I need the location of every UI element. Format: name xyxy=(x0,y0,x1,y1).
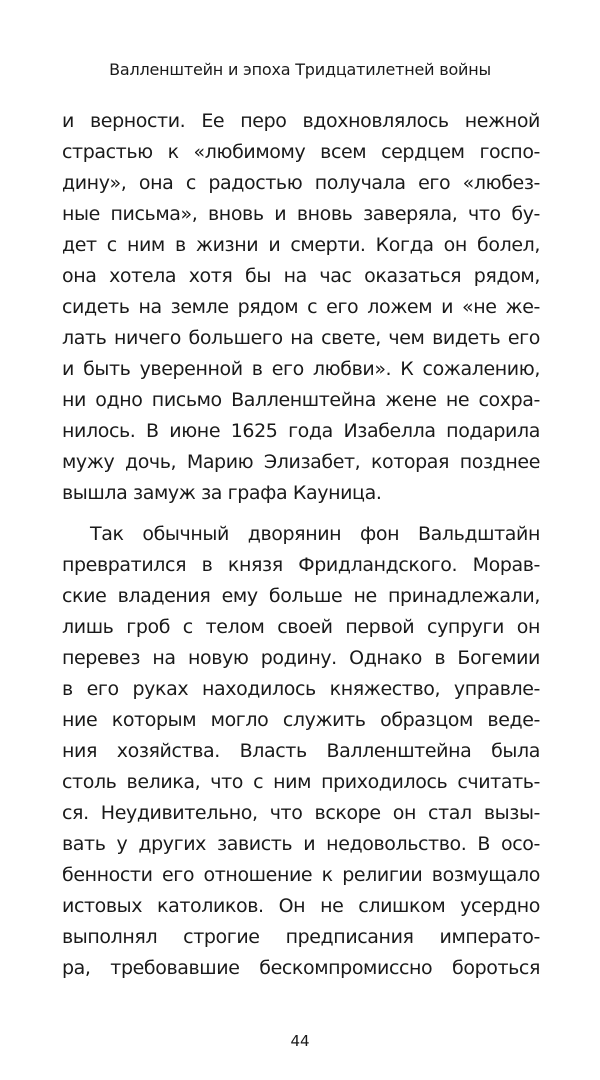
text-line: ские владения ему больше не принадлежали, xyxy=(62,585,540,607)
text-line: она хотела хотя бы на час оказаться рядом, xyxy=(62,265,540,287)
text-line: в его руках находилось княжество, управле- xyxy=(62,678,540,700)
text-line: Так обычный дворянин фон Вальдштайн xyxy=(90,523,540,545)
text-line: дет с ним в жизни и смерти. Когда он болел, xyxy=(62,234,540,256)
running-head: Валленштейн и эпоха Тридцатилетней войны xyxy=(109,60,491,79)
text-line: лишь гроб с телом своей первой супруги он xyxy=(62,616,540,638)
text-line: ния хозяйства. Власть Валленштейна была xyxy=(62,740,540,762)
text-line: ни одно письмо Валленштейна жене не сохра- xyxy=(62,389,540,411)
text-line: бенности его отношение к религии возмущало xyxy=(62,864,540,886)
text-line: вышла замуж за графа Кауница. xyxy=(62,482,382,504)
text-line: ние которым могло служить образцом веде- xyxy=(62,709,540,731)
page-number: 44 xyxy=(290,1032,310,1050)
text-line: ся. Неудивительно, что вскоре он стал вызы- xyxy=(62,802,540,824)
text-line: страстью к «любимому всем сердцем госпо- xyxy=(62,141,540,163)
text-line: сидеть на земле рядом с его ложем и «не же- xyxy=(62,296,540,318)
text-line: нилось. В июне 1625 года Изабелла подарила xyxy=(62,420,540,442)
text-line: ра, требовавшие бескомпромиссно бороться xyxy=(62,957,540,979)
paragraph-1 xyxy=(62,106,540,509)
text-line: выполнял строгие предписания императо- xyxy=(62,926,540,948)
text-line: превратился в князя Фридландского. Морав- xyxy=(62,554,540,576)
text-line: перевез на новую родину. Однако в Богемии xyxy=(62,647,540,669)
text-line: дину», она с радостью получала его «любез- xyxy=(62,172,540,194)
text-line: мужу дочь, Марию Элизабет, которая позднее xyxy=(62,451,540,473)
text-line: вать у других зависть и недовольство. В осо- xyxy=(62,833,540,855)
text-line: и быть уверенной в его любви». К сожалению, xyxy=(62,358,540,380)
text-line: ные письма», вновь и вновь заверяла, что бу- xyxy=(62,203,540,225)
text-line: столь велика, что с ним приходилось считать- xyxy=(62,771,540,793)
text-line: лать ничего большего на свете, чем видеть его xyxy=(62,327,540,349)
text-line: истовых католиков. Он не слишком усердно xyxy=(62,895,540,917)
text-line: и верности. Ее перо вдохновлялось нежной xyxy=(62,110,540,132)
paragraph-2 xyxy=(62,519,540,984)
